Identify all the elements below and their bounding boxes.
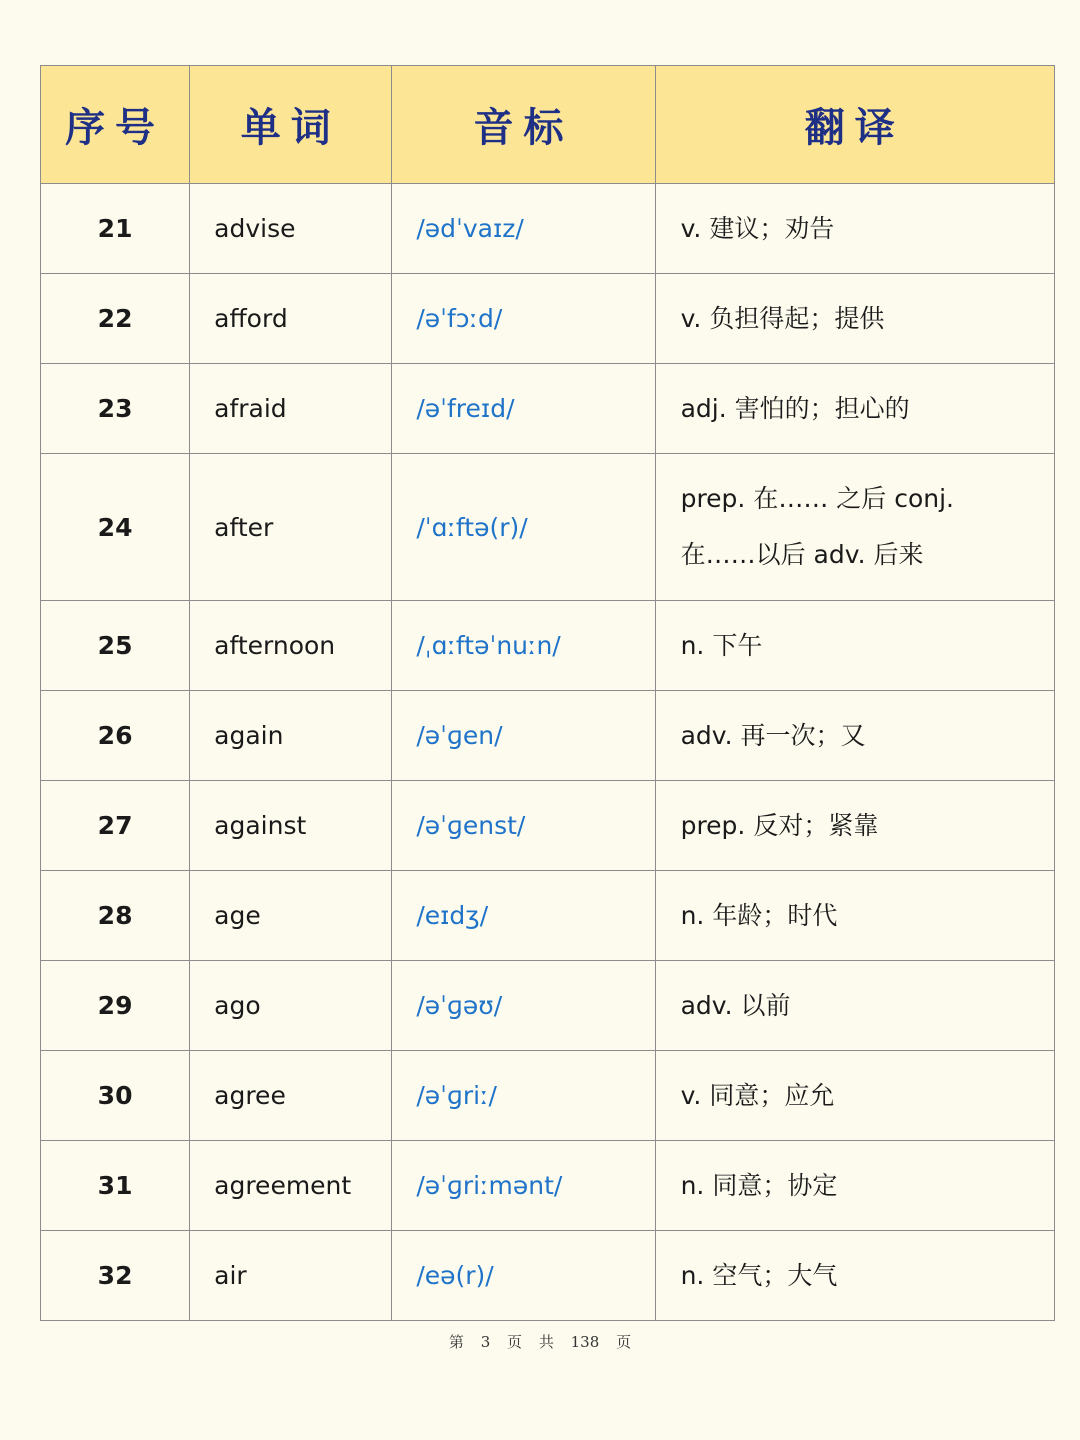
cell-number: 28: [41, 871, 190, 961]
cell-word: agree: [190, 1051, 392, 1141]
cell-translation: n. 下午: [655, 601, 1054, 691]
table-row: [41, 871, 1055, 961]
table-row: [41, 454, 1055, 601]
table-body: [41, 184, 1055, 1321]
table-row: [41, 601, 1055, 691]
header-translation: 翻译: [655, 66, 1054, 184]
table-row: [41, 1141, 1055, 1231]
cell-translation: prep. 在…… 之后 conj. 在……以后 adv. 后来: [655, 454, 1054, 601]
cell-phonetic: /eɪdʒ/: [392, 871, 655, 961]
cell-phonetic: /ˌɑːftəˈnuːn/: [392, 601, 655, 691]
table-row: [41, 1231, 1055, 1321]
cell-phonetic: /əˈɡenst/: [392, 781, 655, 871]
cell-number: 31: [41, 1141, 190, 1231]
cell-phonetic: /əˈɡriː/: [392, 1051, 655, 1141]
cell-word: after: [190, 454, 392, 601]
cell-number: 21: [41, 184, 190, 274]
table-row: [41, 364, 1055, 454]
footer-page-number: 3: [480, 1333, 491, 1351]
cell-number: 24: [41, 454, 190, 601]
cell-translation: n. 同意；协定: [655, 1141, 1054, 1231]
cell-translation: n. 年龄；时代: [655, 871, 1054, 961]
page-footer: [0, 1331, 1080, 1352]
cell-number: 25: [41, 601, 190, 691]
cell-translation: adj. 害怕的；担心的: [655, 364, 1054, 454]
cell-word: afraid: [190, 364, 392, 454]
table-row: [41, 961, 1055, 1051]
cell-number: 32: [41, 1231, 190, 1321]
cell-translation: v. 负担得起；提供: [655, 274, 1054, 364]
footer-total-prefix: 共: [538, 1333, 554, 1351]
table-row: [41, 184, 1055, 274]
table-row: [41, 1051, 1055, 1141]
header-phonetic: 音标: [392, 66, 655, 184]
table-row: [41, 274, 1055, 364]
cell-number: 26: [41, 691, 190, 781]
header-row: [41, 66, 1055, 184]
cell-word: ago: [190, 961, 392, 1051]
cell-number: 23: [41, 364, 190, 454]
cell-translation: adv. 以前: [655, 961, 1054, 1051]
cell-phonetic: /əˈɡen/: [392, 691, 655, 781]
vocabulary-table: [40, 65, 1055, 1321]
cell-word: agreement: [190, 1141, 392, 1231]
cell-word: age: [190, 871, 392, 961]
cell-number: 22: [41, 274, 190, 364]
cell-word: afternoon: [190, 601, 392, 691]
cell-word: afford: [190, 274, 392, 364]
cell-word: against: [190, 781, 392, 871]
cell-phonetic: /əˈɡriːmənt/: [392, 1141, 655, 1231]
cell-number: 27: [41, 781, 190, 871]
cell-phonetic: /eə(r)/: [392, 1231, 655, 1321]
cell-translation: v. 同意；应允: [655, 1051, 1054, 1141]
cell-phonetic: /ˈɑːftə(r)/: [392, 454, 655, 601]
cell-number: 29: [41, 961, 190, 1051]
cell-phonetic: /əˈɡəʊ/: [392, 961, 655, 1051]
header-number: 序号: [41, 66, 190, 184]
cell-phonetic: /əˈfɔːd/: [392, 274, 655, 364]
cell-phonetic: /əˈfreɪd/: [392, 364, 655, 454]
cell-word: advise: [190, 184, 392, 274]
table-row: [41, 691, 1055, 781]
cell-translation: adv. 再一次；又: [655, 691, 1054, 781]
cell-translation: v. 建议；劝告: [655, 184, 1054, 274]
cell-number: 30: [41, 1051, 190, 1141]
footer-total-unit: 页: [616, 1333, 632, 1351]
footer-prefix: 第: [448, 1333, 464, 1351]
cell-word: again: [190, 691, 392, 781]
cell-translation: n. 空气；大气: [655, 1231, 1054, 1321]
header-word: 单词: [190, 66, 392, 184]
cell-phonetic: /ədˈvaɪz/: [392, 184, 655, 274]
footer-total-pages: 138: [570, 1333, 600, 1351]
cell-translation: prep. 反对；紧靠: [655, 781, 1054, 871]
table-row: [41, 781, 1055, 871]
table-header: [41, 66, 1055, 184]
footer-page-unit: 页: [507, 1333, 523, 1351]
cell-word: air: [190, 1231, 392, 1321]
